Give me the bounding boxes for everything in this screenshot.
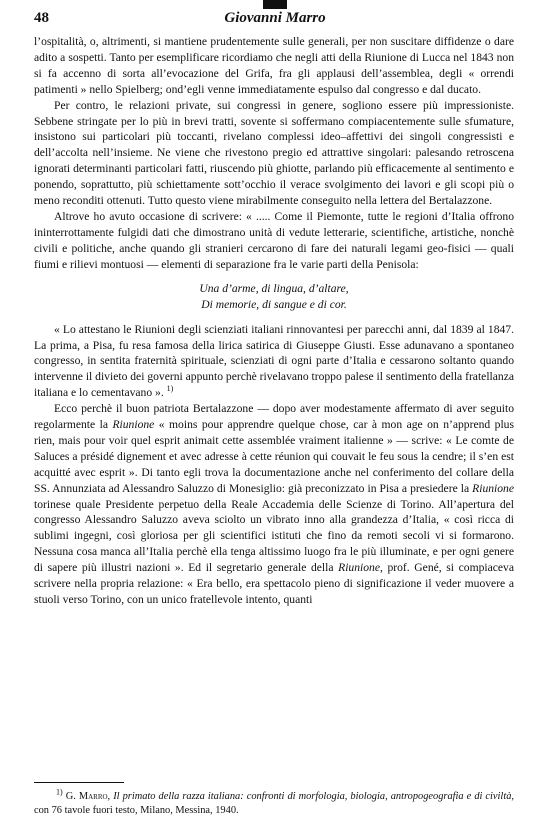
footnote-author: G. Marro,: [65, 791, 111, 802]
verse-line-1: Una d’arme, di lingua, d’altare,: [199, 281, 349, 295]
riunione-italic: Riunione: [112, 418, 155, 432]
paragraph-4: [34, 322, 514, 402]
running-title: Giovanni Marro: [224, 10, 326, 26]
paragraph-5-part: Ecco perchè il buon patriota Bertalazzone — dopo aver modestamente affermato di aver seguito regolarmente la: [34, 402, 514, 432]
footnote: [34, 787, 514, 818]
paragraph-5-part: , prof. Gené, si compiaceva scrivere nella propria relazione: « Era bello, era spettacolo pieno di significazione il veder muovere a stuoli verso Torino, con un unico fratellevole intento, quanti: [34, 561, 514, 606]
paragraph-2: Per contro, le relazioni private, sui congressi in genere, sogliono essere più impressioniste. Sebbene stringate per lo più in brevi tratti, sovente si soffermano compiacentemente sulle sfumature, insistono sui particolari più toccanti, rivelano complessi ideo–affettivi dei singoli congressisti e dell’accolta nell’insieme. Ne viene che rivestono pregio ed attrattive singolari: palesando retroscena ignorati determinanti particolari fatti, riuscendo più ghiotte, parlando più efficacemente al sentimento e ponendo, soprattutto, più schiettamente sott’occhio il verace svolgimento dei lavori e gli scopi più o meno reconditi ottenuti. Tutto questo viene mirabilmente conseguito nella lettera del Bertalazzone.: [34, 98, 514, 208]
page-header: [34, 8, 516, 30]
verse-quote: [34, 281, 514, 313]
riunione-italic: Riunione: [338, 561, 380, 575]
page-number: 48: [34, 10, 49, 26]
paragraph-3: Altrove ho avuto occasione di scrivere: « ..... Come il Piemonte, tutte le regioni d’Italia offrono ininterrottamente fulgidi dati che dimostrano unità di vedute letterarie, scientifiche, artistiche, nonchè civili e politiche, anche quando gli stranieri cercarono di fare dei naturali legami geo-fisici — quali fiumi e rilievi montuosi — elementi di separazione fra le varie parti della Penisola:: [34, 209, 514, 271]
paragraph-5-part: torinese quale Presidente perpetuo della Reale Accademia delle Scienze di Torino. All’apertura del congresso Alessandro Saluzzo aveva sciolto un vibrato inno alla grandezza d’Italia, « così ricca di sublimi ingegni, così gloriosa per gli scientifici istituti che fino da remoti secoli vi si formarono. Nessuna cosa manca all’Italia perchè ella tenga altissimo luogo fra le più illuminate, e per ogni genere di sapere più illustri nazioni ». Ed il segretario generale della: [34, 497, 514, 575]
paragraph-5-part: « moins pour apprendre quelque chose, car à mon age on n’apprend plus rien, mais pour voir quel esprit animait cette assemblée vraiment italienne » — scrive: « Le comte de Saluces a présidé dignement et avec adresse à cette réunion qui couvait le feu sous la cendre; il s’en est acquitté avec esprit ». Di tanto egli trova la documentazione anche nel conferimento del collare della SS. Annunziata ad Alessandro Saluzzo di Monesiglio: già preconizzato in Pisa a presiedere la: [34, 418, 514, 495]
footnote-reference: 1): [166, 384, 174, 394]
paragraph-5: [34, 401, 514, 608]
footnote-rule: [34, 782, 124, 783]
riunione-italic: Riunione: [472, 481, 514, 495]
footnote-mark: 1): [56, 787, 63, 797]
paragraph-4-text: « Lo attestano le Riunioni degli scienziati italiani rinnovantesi per parecchi anni, dal 1839 al 1847. La prima, a Pisa, fu resa famosa della lirica satirica di Giuseppe Giusti. Esse adunavano a spontaneo congresso, in sentita fraternità spirituale, scienziati di ogni parte d’Italia e cessarono soltanto quando intervenne il divieto dei governi appunto perchè rivelavano troppo palese il sentimento della fratellanza italiana e lo cementavano ».: [34, 322, 514, 400]
body-text: [34, 34, 514, 608]
paragraph-1: l’ospitalità, o, altrimenti, si mantiene prudentemente sulle generali, per non suscitare diffidenze o dare adito a sospetti. Tanto per esemplificare ricordiamo che negli atti della Riunione di Lucca nel 1843 non si fa accenno di sorta all’evocazione del Grifa, fra gli applausi dell’assemblea, degli « orrendi patimenti » nello Spielberg; ond’egli venne immediatamente espulso dal congresso e dal ducato.: [34, 35, 514, 96]
verse-line-2: Di memorie, di sangue e di cor.: [201, 297, 347, 311]
footnote-title: Il primato della razza italiana: confronti di morfologia, biologia, antropogeografia e di civiltà,: [113, 791, 514, 802]
header-mark: [263, 0, 287, 9]
footnote-rest: con 76 tavole fuori testo, Milano, Messina, 1940.: [34, 805, 239, 816]
